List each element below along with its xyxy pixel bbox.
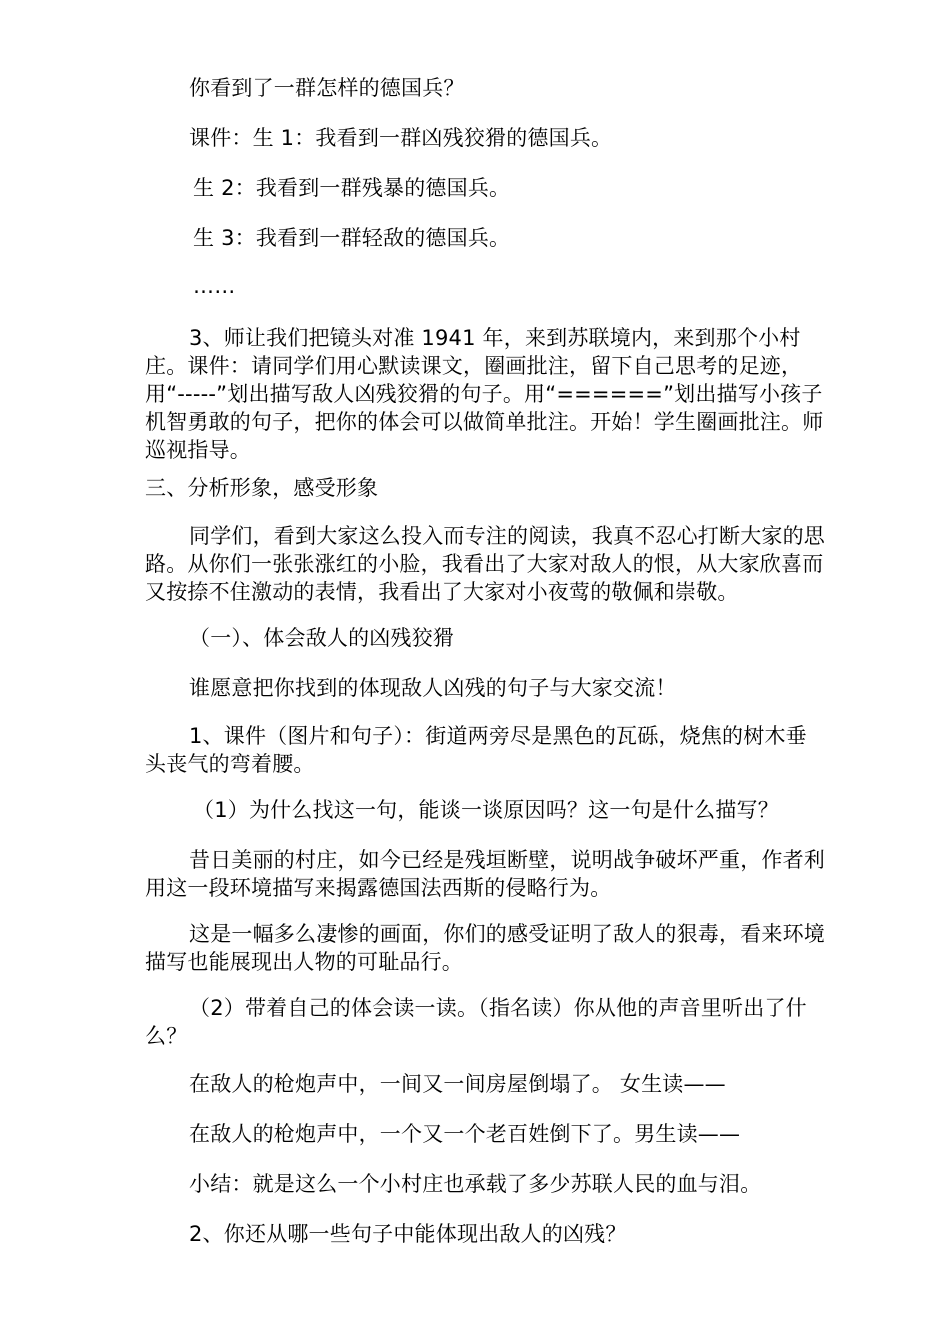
paragraph-ellipsis: …… [193,274,236,298]
paragraph-question-2: （2）带着自己的体会读一读。（指名读）你从他的声音里听出了什么？ [145,996,807,1048]
paragraph-scene-feeling: 这是一幅多么凄惨的画面，你们的感受证明了敌人的狠毒，看来环境描写也能展现出人物的可耻品行。 [145,922,825,974]
paragraph-girls-read: 在敌人的枪炮声中，一间又一间房屋倒塌了。 女生读—— [189,1072,726,1096]
paragraph-step-3: 3、师让我们把镜头对准 1941 年，来到苏联境内，来到那个小村庄。课件：请同学们用心默读课文，圈画批注，留下自己思考的足迹，用“-----”划出描写敌人凶残狡猾的句子。用“======”划出描写小孩子机智勇敢的句子，把你的体会可以做简单批注。开始！学生圈画批注。师巡视指导。 [145,326,824,462]
paragraph-student-2: 生 2：我看到一群残暴的德国兵。 [193,176,511,200]
paragraph-teacher-intro: 同学们，看到大家这么投入而专注的阅读，我真不忍心打断大家的思路。从你们一张张涨红的小脸，我看出了大家对敌人的恨，从大家欣喜而又按捺不住激动的表情，我看出了大家对小夜莺的敬佩和崇敬。 [145,524,825,604]
paragraph-student-1: 课件：生 1：我看到一群凶残狡猾的德国兵。 [189,126,613,150]
paragraph-village-explanation: 昔日美丽的村庄，如今已经是残垣断壁，说明战争破坏严重，作者利用这一段环境描写来揭露德国法西斯的侵略行为。 [145,848,825,900]
paragraph-boys-read: 在敌人的枪炮声中，一个又一个老百姓倒下了。男生读—— [189,1122,741,1146]
subheading-enemy-cruelty: （一）、体会敌人的凶残狡猾 [189,626,455,650]
paragraph-student-3: 生 3：我看到一群轻敌的德国兵。 [193,226,511,250]
section-heading-analysis: 三、分析形象，感受形象 [145,476,379,500]
paragraph-question-more: 2、你还从哪一些句子中能体现出敌人的凶残？ [189,1222,627,1246]
paragraph-courseware-1: 1、课件（图片和句子）：街道两旁尽是黑色的瓦砾，烧焦的树木垂头丧气的弯着腰。 [145,724,807,776]
paragraph-share-prompt: 谁愿意把你找到的体现敌人凶残的句子与大家交流！ [189,676,677,700]
paragraph-summary: 小结：就是这么一个小村庄也承载了多少苏联人民的血与泪。 [189,1172,762,1196]
paragraph-question: 你看到了一群怎样的德国兵？ [189,76,465,100]
paragraph-question-1: （1）为什么找这一句，能谈一谈原因吗？这一句是什么描写？ [193,798,779,822]
